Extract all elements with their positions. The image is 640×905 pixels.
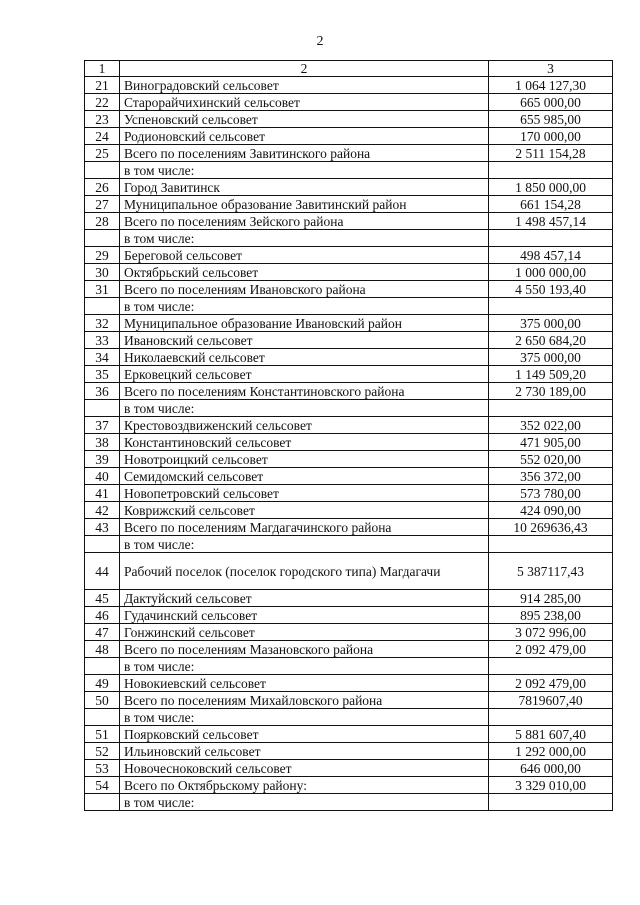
row-name: в том числе: bbox=[120, 230, 489, 247]
row-number: 51 bbox=[85, 726, 120, 743]
table-row bbox=[85, 624, 613, 641]
table-row bbox=[85, 213, 613, 230]
row-amount: 1 000 000,00 bbox=[489, 264, 613, 281]
row-name: Гудачинский сельсовет bbox=[120, 607, 489, 624]
row-amount bbox=[489, 298, 613, 315]
row-number: 33 bbox=[85, 332, 120, 349]
row-number: 40 bbox=[85, 468, 120, 485]
row-name: Рабочий поселок (поселок городского типа) Магдагачи bbox=[120, 553, 489, 590]
row-name: Новочесноковский сельсовет bbox=[120, 760, 489, 777]
row-name: Коврижский сельсовет bbox=[120, 502, 489, 519]
row-name: в том числе: bbox=[120, 658, 489, 675]
row-number: 43 bbox=[85, 519, 120, 536]
table-row bbox=[85, 349, 613, 366]
row-name: в том числе: bbox=[120, 400, 489, 417]
row-number bbox=[85, 709, 120, 726]
row-amount: 424 090,00 bbox=[489, 502, 613, 519]
row-number: 46 bbox=[85, 607, 120, 624]
row-name: Береговой сельсовет bbox=[120, 247, 489, 264]
table-row bbox=[85, 247, 613, 264]
row-number: 36 bbox=[85, 383, 120, 400]
table-row bbox=[85, 607, 613, 624]
table-row bbox=[85, 468, 613, 485]
row-amount: 1 064 127,30 bbox=[489, 77, 613, 94]
row-number bbox=[85, 536, 120, 553]
row-amount: 655 985,00 bbox=[489, 111, 613, 128]
row-amount: 2 092 479,00 bbox=[489, 641, 613, 658]
row-number: 53 bbox=[85, 760, 120, 777]
row-amount bbox=[489, 162, 613, 179]
row-number: 39 bbox=[85, 451, 120, 468]
row-name: Муниципальное образование Ивановский район bbox=[120, 315, 489, 332]
table-row bbox=[85, 264, 613, 281]
row-name: Муниципальное образование Завитинский район bbox=[120, 196, 489, 213]
row-number: 47 bbox=[85, 624, 120, 641]
row-number bbox=[85, 230, 120, 247]
table-row bbox=[85, 128, 613, 145]
row-number: 23 bbox=[85, 111, 120, 128]
table-row bbox=[85, 145, 613, 162]
table-row bbox=[85, 760, 613, 777]
table-row bbox=[85, 400, 613, 417]
table-row bbox=[85, 726, 613, 743]
row-amount: 5 881 607,40 bbox=[489, 726, 613, 743]
row-name: Октябрьский сельсовет bbox=[120, 264, 489, 281]
row-number: 35 bbox=[85, 366, 120, 383]
row-number: 44 bbox=[85, 553, 120, 590]
row-number bbox=[85, 298, 120, 315]
row-number: 37 bbox=[85, 417, 120, 434]
row-name: в том числе: bbox=[120, 709, 489, 726]
row-number: 54 bbox=[85, 777, 120, 794]
table-row bbox=[85, 485, 613, 502]
row-number bbox=[85, 162, 120, 179]
table-row bbox=[85, 709, 613, 726]
row-amount: 4 550 193,40 bbox=[489, 281, 613, 298]
row-name: Гонжинский сельсовет bbox=[120, 624, 489, 641]
table-row bbox=[85, 502, 613, 519]
row-amount: 2 092 479,00 bbox=[489, 675, 613, 692]
row-amount: 661 154,28 bbox=[489, 196, 613, 213]
row-name: Новопетровский сельсовет bbox=[120, 485, 489, 502]
table-row bbox=[85, 519, 613, 536]
row-number bbox=[85, 400, 120, 417]
row-amount: 665 000,00 bbox=[489, 94, 613, 111]
row-number: 24 bbox=[85, 128, 120, 145]
table-row bbox=[85, 451, 613, 468]
row-amount bbox=[489, 536, 613, 553]
table-row bbox=[85, 553, 613, 590]
row-amount: 2 511 154,28 bbox=[489, 145, 613, 162]
table-row bbox=[85, 366, 613, 383]
table-row bbox=[85, 230, 613, 247]
table-row bbox=[85, 434, 613, 451]
row-number: 41 bbox=[85, 485, 120, 502]
row-name: Новокиевский сельсовет bbox=[120, 675, 489, 692]
table-row bbox=[85, 298, 613, 315]
row-number: 48 bbox=[85, 641, 120, 658]
row-amount: 375 000,00 bbox=[489, 349, 613, 366]
row-name: Старорайчихинский сельсовет bbox=[120, 94, 489, 111]
table-row bbox=[85, 675, 613, 692]
row-number: 49 bbox=[85, 675, 120, 692]
row-number: 21 bbox=[85, 77, 120, 94]
table-row bbox=[85, 77, 613, 94]
table-row bbox=[85, 536, 613, 553]
row-name: Ерковецкий сельсовет bbox=[120, 366, 489, 383]
row-name: Всего по поселениям Зейского района bbox=[120, 213, 489, 230]
header-col2: 2 bbox=[120, 61, 489, 77]
row-name: Город Завитинск bbox=[120, 179, 489, 196]
row-number: 31 bbox=[85, 281, 120, 298]
row-name: в том числе: bbox=[120, 536, 489, 553]
table-row bbox=[85, 281, 613, 298]
row-amount: 375 000,00 bbox=[489, 315, 613, 332]
table-row bbox=[85, 332, 613, 349]
table-row bbox=[85, 179, 613, 196]
table-row bbox=[85, 794, 613, 811]
table-row bbox=[85, 162, 613, 179]
row-name: Дактуйский сельсовет bbox=[120, 590, 489, 607]
row-amount: 646 000,00 bbox=[489, 760, 613, 777]
row-amount: 895 238,00 bbox=[489, 607, 613, 624]
page-number: 2 bbox=[316, 34, 324, 49]
table-row bbox=[85, 111, 613, 128]
row-name: Ивановский сельсовет bbox=[120, 332, 489, 349]
row-number: 34 bbox=[85, 349, 120, 366]
row-number bbox=[85, 658, 120, 675]
row-name: Виноградовский сельсовет bbox=[120, 77, 489, 94]
row-number: 52 bbox=[85, 743, 120, 760]
table-row bbox=[85, 658, 613, 675]
table-row bbox=[85, 417, 613, 434]
row-name: в том числе: bbox=[120, 794, 489, 811]
row-name: Новотроицкий сельсовет bbox=[120, 451, 489, 468]
table-row bbox=[85, 641, 613, 658]
row-number: 32 bbox=[85, 315, 120, 332]
row-amount: 3 329 010,00 bbox=[489, 777, 613, 794]
table-row bbox=[85, 315, 613, 332]
row-name: Всего по поселениям Завитинского района bbox=[120, 145, 489, 162]
row-amount: 5 387117,43 bbox=[489, 553, 613, 590]
row-name: Константиновский сельсовет bbox=[120, 434, 489, 451]
row-amount: 471 905,00 bbox=[489, 434, 613, 451]
row-amount: 356 372,00 bbox=[489, 468, 613, 485]
row-name: Всего по поселениям Магдагачинского района bbox=[120, 519, 489, 536]
row-name: в том числе: bbox=[120, 298, 489, 315]
row-name: Крестовоздвиженский сельсовет bbox=[120, 417, 489, 434]
row-amount: 3 072 996,00 bbox=[489, 624, 613, 641]
row-amount bbox=[489, 400, 613, 417]
row-name: Успеновский сельсовет bbox=[120, 111, 489, 128]
row-number: 30 bbox=[85, 264, 120, 281]
table-row bbox=[85, 590, 613, 607]
row-amount bbox=[489, 794, 613, 811]
table-row bbox=[85, 777, 613, 794]
row-name: Николаевский сельсовет bbox=[120, 349, 489, 366]
row-amount: 352 022,00 bbox=[489, 417, 613, 434]
row-name: Всего по поселениям Мазановского района bbox=[120, 641, 489, 658]
row-number: 45 bbox=[85, 590, 120, 607]
row-amount: 7819607,40 bbox=[489, 692, 613, 709]
row-amount: 914 285,00 bbox=[489, 590, 613, 607]
allocation-table bbox=[84, 60, 613, 811]
table-row bbox=[85, 94, 613, 111]
row-number: 42 bbox=[85, 502, 120, 519]
row-amount: 10 269636,43 bbox=[489, 519, 613, 536]
row-number: 27 bbox=[85, 196, 120, 213]
row-amount: 1 498 457,14 bbox=[489, 213, 613, 230]
row-amount bbox=[489, 230, 613, 247]
row-amount bbox=[489, 658, 613, 675]
row-number bbox=[85, 794, 120, 811]
table-row bbox=[85, 692, 613, 709]
row-name: Поярковский сельсовет bbox=[120, 726, 489, 743]
row-amount: 1 292 000,00 bbox=[489, 743, 613, 760]
row-amount: 170 000,00 bbox=[489, 128, 613, 145]
row-number: 28 bbox=[85, 213, 120, 230]
row-name: Семидомский сельсовет bbox=[120, 468, 489, 485]
header-col3: 3 bbox=[489, 61, 613, 77]
row-name: Ильиновский сельсовет bbox=[120, 743, 489, 760]
row-name: Всего по поселениям Константиновского района bbox=[120, 383, 489, 400]
row-amount: 2 730 189,00 bbox=[489, 383, 613, 400]
row-name: в том числе: bbox=[120, 162, 489, 179]
table-row bbox=[85, 743, 613, 760]
row-number: 29 bbox=[85, 247, 120, 264]
row-name: Всего по поселениям Михайловского района bbox=[120, 692, 489, 709]
header-col1: 1 bbox=[85, 61, 120, 77]
row-number: 22 bbox=[85, 94, 120, 111]
row-amount: 2 650 684,20 bbox=[489, 332, 613, 349]
row-amount: 1 149 509,20 bbox=[489, 366, 613, 383]
table-row bbox=[85, 196, 613, 213]
table-header-row bbox=[85, 61, 613, 77]
row-amount: 573 780,00 bbox=[489, 485, 613, 502]
table-row bbox=[85, 383, 613, 400]
row-name: Родионовский сельсовет bbox=[120, 128, 489, 145]
row-amount: 498 457,14 bbox=[489, 247, 613, 264]
row-amount bbox=[489, 709, 613, 726]
row-amount: 1 850 000,00 bbox=[489, 179, 613, 196]
row-name: Всего по поселениям Ивановского района bbox=[120, 281, 489, 298]
row-number: 50 bbox=[85, 692, 120, 709]
row-number: 26 bbox=[85, 179, 120, 196]
row-number: 38 bbox=[85, 434, 120, 451]
row-amount: 552 020,00 bbox=[489, 451, 613, 468]
row-name: Всего по Октябрьскому району: bbox=[120, 777, 489, 794]
row-number: 25 bbox=[85, 145, 120, 162]
